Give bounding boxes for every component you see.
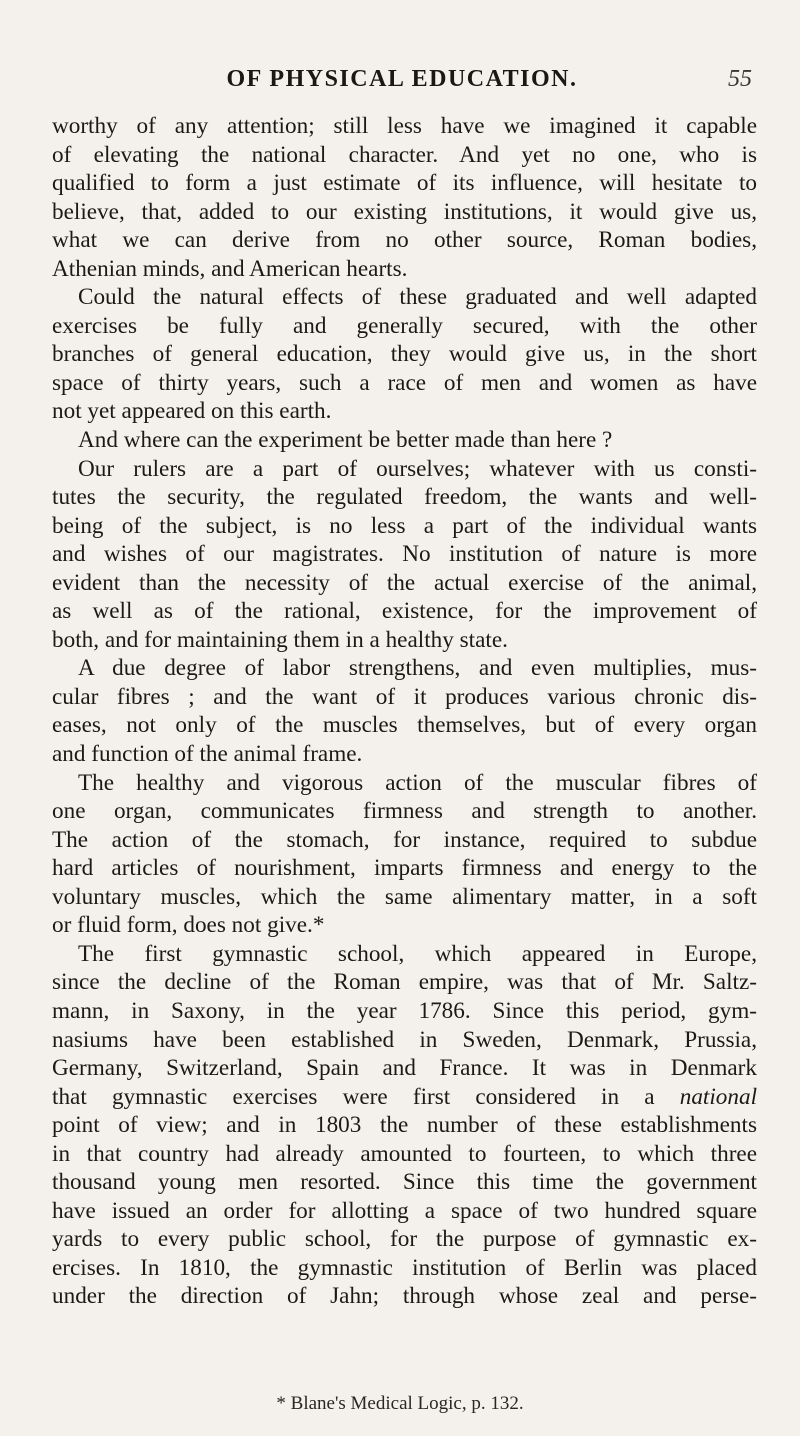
text-line: voluntary muscles, which the same alimentary matter, in a soft [52, 883, 757, 910]
paragraph-start: Could the natural effects of these graduated and well adapted [78, 284, 757, 311]
text-line: or fluid form, does not give.* [52, 912, 325, 939]
paragraph-start: A due degree of labor strengthens, and even multiplies, mus- [78, 655, 757, 682]
text-line: cular fibres ; and the want of it produces various chronic dis- [52, 683, 757, 710]
body-text [52, 112, 757, 1311]
text-line: mann, in Saxony, in the year 1786. Since this period, gym- [52, 997, 757, 1024]
page-number: 55 [728, 66, 752, 92]
paragraph-start: The healthy and vigorous action of the muscular fibres of [78, 769, 757, 796]
text-line: exercises be fully and generally secured, with the other [52, 312, 757, 339]
footnote: * Blane's Medical Logic, p. 132. [276, 1393, 524, 1414]
text-line: being of the subject, is no less a part of the individual wants [52, 512, 757, 539]
text-line: not yet appeared on this earth. [52, 398, 332, 425]
text-line: in that country had already amounted to fourteen, to which three [52, 1140, 757, 1167]
text-line: point of view; and in 1803 the number of these establishments [52, 1112, 757, 1139]
text-line: qualified to form a just estimate of its influence, will hesitate to [52, 170, 757, 197]
text-line: space of thirty years, such a race of men and women as have [52, 369, 757, 396]
text-line: The action of the stomach, for instance, required to subdue [52, 826, 757, 853]
paragraph-start: And where can the experiment be better made than here ? [78, 427, 613, 454]
text-line: ercises. In 1810, the gymnastic institution of Berlin was placed [52, 1254, 757, 1281]
text-line: what we can derive from no other source, Roman bodies, [52, 227, 757, 254]
text-line: Athenian minds, and American hearts. [52, 255, 408, 282]
text-line: nasiums have been established in Sweden, Denmark, Prussia, [52, 1026, 757, 1053]
page-header [52, 66, 752, 106]
paragraph-start: The first gymnastic school, which appeared in Europe, [78, 940, 757, 967]
running-head: OF PHYSICAL EDUCATION. [226, 66, 578, 92]
text-line: worthy of any attention; still less have we imagined it capable [52, 113, 757, 139]
text-line [52, 1083, 757, 1112]
text-line: and function of the animal frame. [52, 741, 363, 768]
text-line: have issued an order for allotting a space of two hundred square [52, 1197, 757, 1224]
text-line: yards to every public school, for the purpose of gymnastic ex- [52, 1226, 757, 1253]
text-line: and wishes of our magistrates. No institution of nature is more [52, 541, 757, 568]
text-line: one organ, communicates firmness and strength to another. [52, 798, 757, 825]
text-run: that gymnastic exercises were first considered in a [52, 1083, 655, 1110]
text-line: since the decline of the Roman empire, was that of Mr. Saltz- [52, 969, 757, 996]
italic-word: national [679, 1083, 758, 1110]
text-line: of elevating the national character. And yet no one, who is [52, 141, 757, 168]
text-line: eases, not only of the muscles themselves, but of every organ [52, 712, 757, 739]
text-line: both, and for maintaining them in a healthy state. [52, 626, 508, 653]
text-line: thousand young men resorted. Since this time the government [52, 1169, 757, 1196]
text-line: as well as of the rational, existence, for the improvement of [52, 598, 757, 625]
text-line: tutes the security, the regulated freedom, the wants and well- [52, 484, 757, 511]
text-line: believe, that, added to our existing institutions, it would give us, [52, 198, 757, 225]
text-line: evident than the necessity of the actual exercise of the animal, [52, 569, 757, 596]
text-line: branches of general education, they would give us, in the short [52, 341, 757, 368]
text-line: Germany, Switzerland, Spain and France. It was in Denmark [52, 1055, 757, 1082]
paragraph-start: Our rulers are a part of ourselves; whatever with us consti- [78, 455, 757, 482]
text-line: hard articles of nourishment, imparts firmness and energy to the [52, 855, 757, 882]
text-line: under the direction of Jahn; through whose zeal and perse- [52, 1283, 757, 1310]
